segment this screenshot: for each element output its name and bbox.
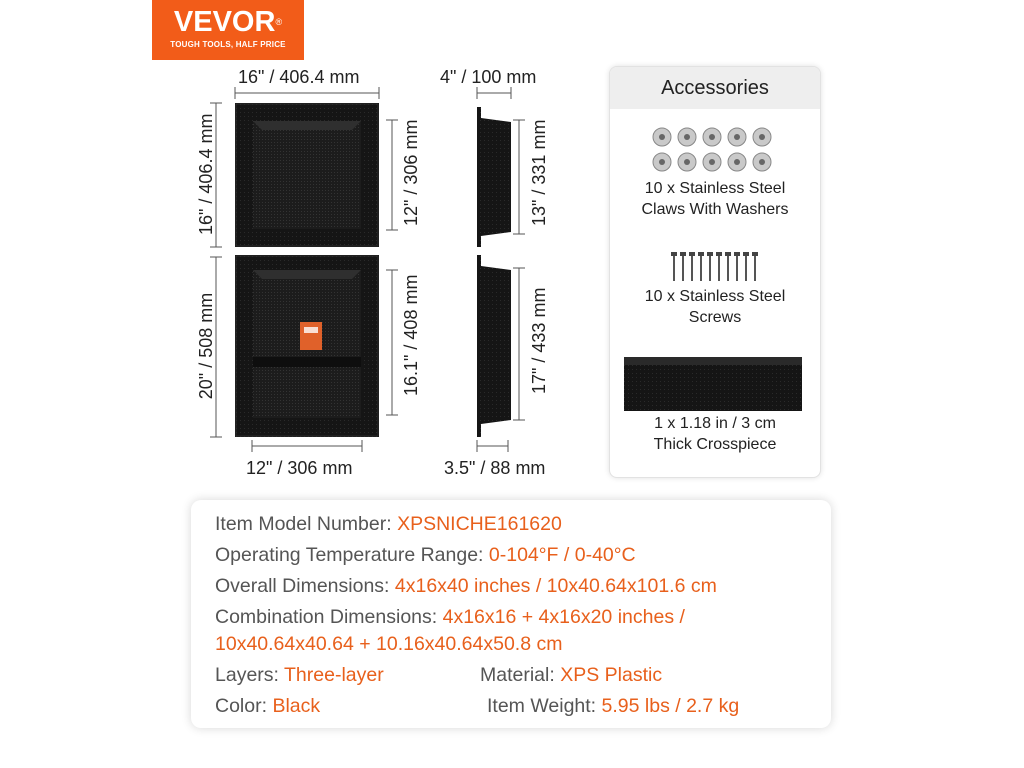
- layers-label: Layers:: [215, 664, 285, 686]
- side-top-height-label: 13" / 331 mm: [529, 119, 549, 226]
- side-view: [477, 107, 511, 437]
- brand-tagline: TOUGH TOOLS, HALF PRICE: [170, 40, 286, 49]
- combination-dimensions-label: Combination Dimensions:: [215, 606, 443, 628]
- top-inner-height-label: 12" / 306 mm: [401, 119, 421, 226]
- combination-dimensions-row: [215, 605, 685, 629]
- inner-depth-label: 3.5" / 88 mm: [444, 458, 546, 478]
- top-width-label: 16" / 406.4 mm: [238, 67, 360, 87]
- screw-icon: [668, 251, 760, 285]
- specifications-panel: [191, 500, 831, 728]
- brand-registered-mark: ®: [275, 17, 283, 27]
- crosspiece-icon: [624, 357, 804, 413]
- material-value: XPS Plastic: [560, 664, 663, 686]
- accessories-panel: [609, 66, 821, 478]
- bottom-height-label: 20" / 508 mm: [196, 292, 216, 400]
- claw-washer-icon: [650, 123, 780, 175]
- bottom-inner-height-label: 16.1" / 408 mm: [401, 274, 421, 396]
- weight-label: Item Weight:: [487, 695, 602, 717]
- material-label: Material:: [480, 664, 561, 686]
- combination-dimensions-value-1: 4x16x16 + 4x16x20 inches /: [442, 606, 685, 628]
- product-label-tag: [300, 322, 322, 350]
- color-row: [215, 694, 320, 718]
- depth-label: 4" / 100 mm: [440, 67, 537, 87]
- model-row: [215, 512, 562, 536]
- side-bottom-height-label: 17" / 433 mm: [529, 287, 549, 394]
- accessory-2-line-2: Screws: [688, 309, 742, 326]
- accessory-2-line-1: 10 x Stainless Steel: [644, 288, 786, 305]
- overall-dimensions-value: 4x16x40 inches / 10x40.64x101.6 cm: [394, 575, 717, 597]
- front-view-top-niche: [235, 103, 379, 247]
- temperature-row: [215, 543, 636, 567]
- top-height-label: 16" / 406.4 mm: [196, 113, 216, 235]
- accessories-title: Accessories: [610, 67, 820, 109]
- accessory-3-line-2: Thick Crosspiece: [653, 436, 777, 453]
- layers-value: Three-layer: [284, 664, 384, 686]
- bottom-width-label: 12" / 306 mm: [246, 458, 353, 478]
- temperature-value: 0-104°F / 0-40°C: [488, 544, 636, 566]
- accessory-1-line-2: Claws With Washers: [641, 201, 789, 218]
- temperature-label: Operating Temperature Range:: [215, 544, 489, 566]
- color-label: Color:: [215, 695, 273, 717]
- combination-dimensions-value-2: 10x40.64x40.64 + 10.16x40.64x50.8 cm: [215, 633, 563, 655]
- material-row: [480, 663, 662, 687]
- model-label: Item Model Number:: [215, 513, 398, 535]
- overall-dimensions-row: [215, 574, 717, 598]
- front-view-bottom-niche: [235, 255, 379, 437]
- layers-row: [215, 663, 384, 687]
- accessory-3-line-1: 1 x 1.18 in / 3 cm: [654, 415, 776, 432]
- color-value: Black: [272, 695, 321, 717]
- accessory-1-line-1: 10 x Stainless Steel: [644, 180, 786, 197]
- overall-dimensions-label: Overall Dimensions:: [215, 575, 395, 597]
- model-value: XPSNICHE161620: [397, 513, 562, 535]
- weight-value: 5.95 lbs / 2.7 kg: [601, 695, 740, 717]
- brand-name: VEVOR: [173, 6, 276, 38]
- weight-row: [487, 694, 739, 718]
